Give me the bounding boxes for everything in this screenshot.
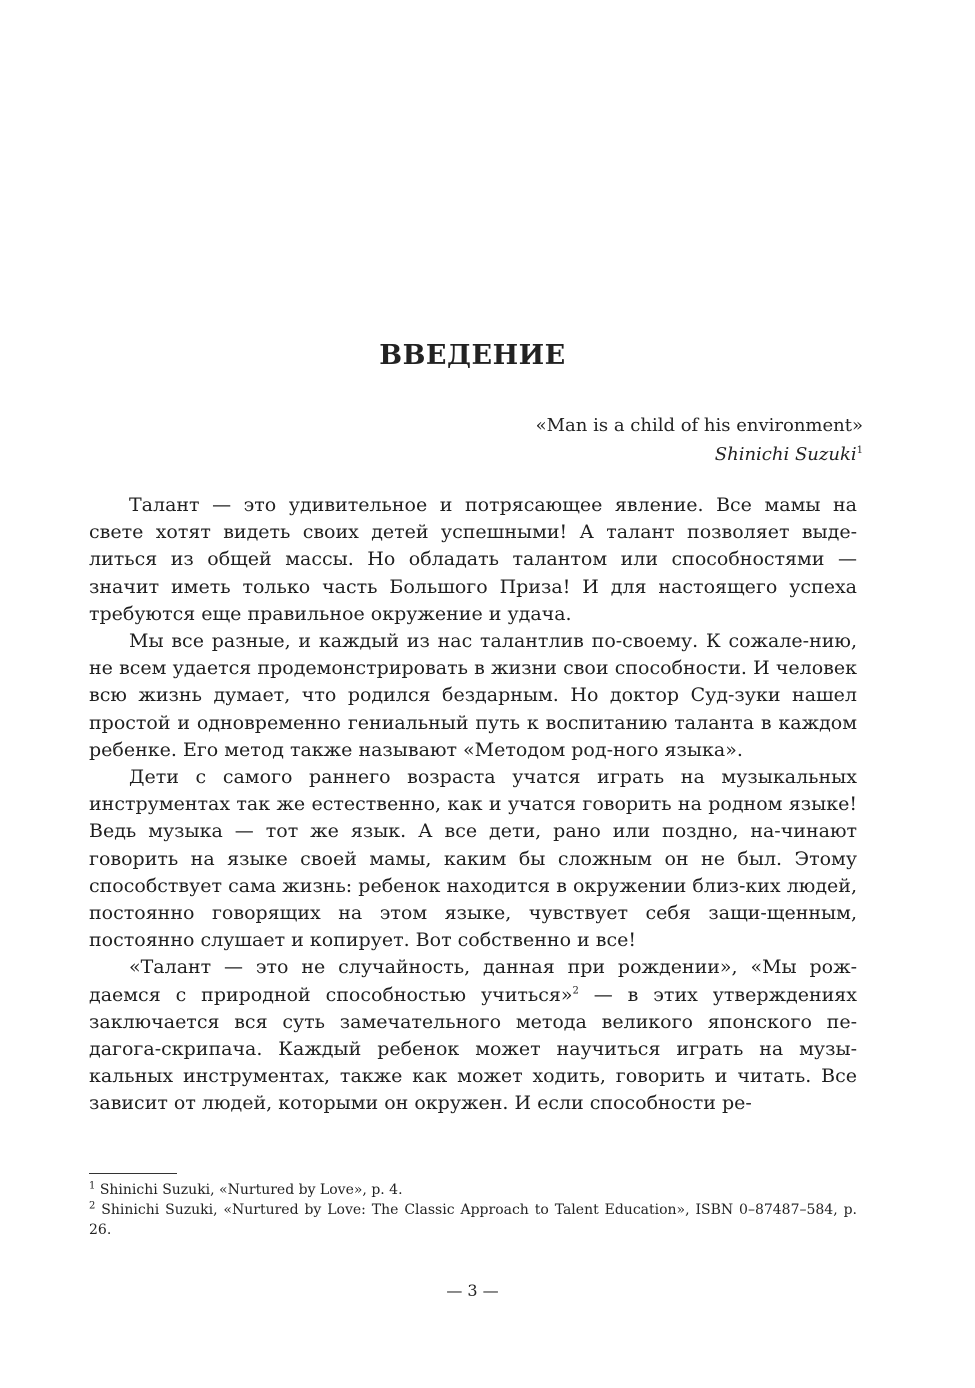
- footnote: [89, 1180, 857, 1200]
- epigraph-attribution: [536, 440, 863, 469]
- epigraph: [536, 411, 863, 469]
- footnote-separator: [89, 1173, 177, 1174]
- footnote-text: Shinichi Suzuki, «Nurtured by Love», p. 4.: [95, 1182, 403, 1198]
- footnotes: [89, 1180, 857, 1240]
- footnote-number: 2: [89, 1200, 96, 1212]
- paragraph: Мы все разные, и каждый из нас талантлив по-своему. К сожале-нию, не всем удается продемонстрировать в жизни свои способности. И человек всю жизнь думает, что родился бездарным. Но доктор Суд-зуки нашел простой и одновременно гениальный путь к воспитанию таланта в каждом ребенке. Его метод также называют «Методом род-ного языка».: [89, 630, 857, 761]
- paragraph-text: «Талант — это не случайность, данная при рождении», «Мы рож-даемся с природной способностью учиться»: [89, 956, 857, 1006]
- paragraph-text: — в этих утверждениях заключается вся суть замечательного метода великого японского пе-дагога-скрипача. Каждый ребенок может научиться играть на музы-кальных инструментах, также как может ходить, говорить и читать. Все зависит от людей, которыми он окружен. И если способности ре-: [89, 983, 857, 1115]
- paragraph: [89, 954, 857, 1117]
- footnote-number: 1: [89, 1180, 96, 1192]
- paragraph: Талант — это удивительное и потрясающее явление. Все мамы на свете хотят видеть своих детей успешными! А талант позволяет выде-литься из общей массы. Но обладать талантом или способностями — значит иметь только часть Большого Приза! И для настоящего успеха требуются еще правильное окружение и удача.: [89, 494, 857, 625]
- footnote: [89, 1200, 857, 1240]
- page-number: — 3 —: [446, 1281, 499, 1300]
- footnote-marker: 1: [856, 445, 863, 456]
- chapter-heading: ВВЕДЕНИЕ: [379, 340, 566, 371]
- footnote-text: Shinichi Suzuki, «Nurtured by Love: The Classic Approach to Talent Education», ISBN 0–87487–584, p. 26.: [89, 1202, 857, 1238]
- epigraph-quote: «Man is a child of his environment»: [535, 415, 863, 436]
- body-text: [89, 492, 857, 1118]
- epigraph-author: Shinichi Suzuki: [714, 444, 857, 465]
- footnote-marker: 2: [572, 985, 579, 997]
- paragraph: Дети с самого раннего возраста учатся играть на музыкальных инструментах так же естественно, как и учатся говорить на родном языке! Ведь музыка — тот же язык. А все дети, рано или поздно, на-чинают говорить на языке своей мамы, каким бы сложным он не был. Этому способствует сама жизнь: ребенок находится в окружении близ-ких людей, постоянно говорящих на этом языке, чувствует себя защи-щенным, постоянно слушает и копирует. Вот собственно и все!: [89, 766, 857, 952]
